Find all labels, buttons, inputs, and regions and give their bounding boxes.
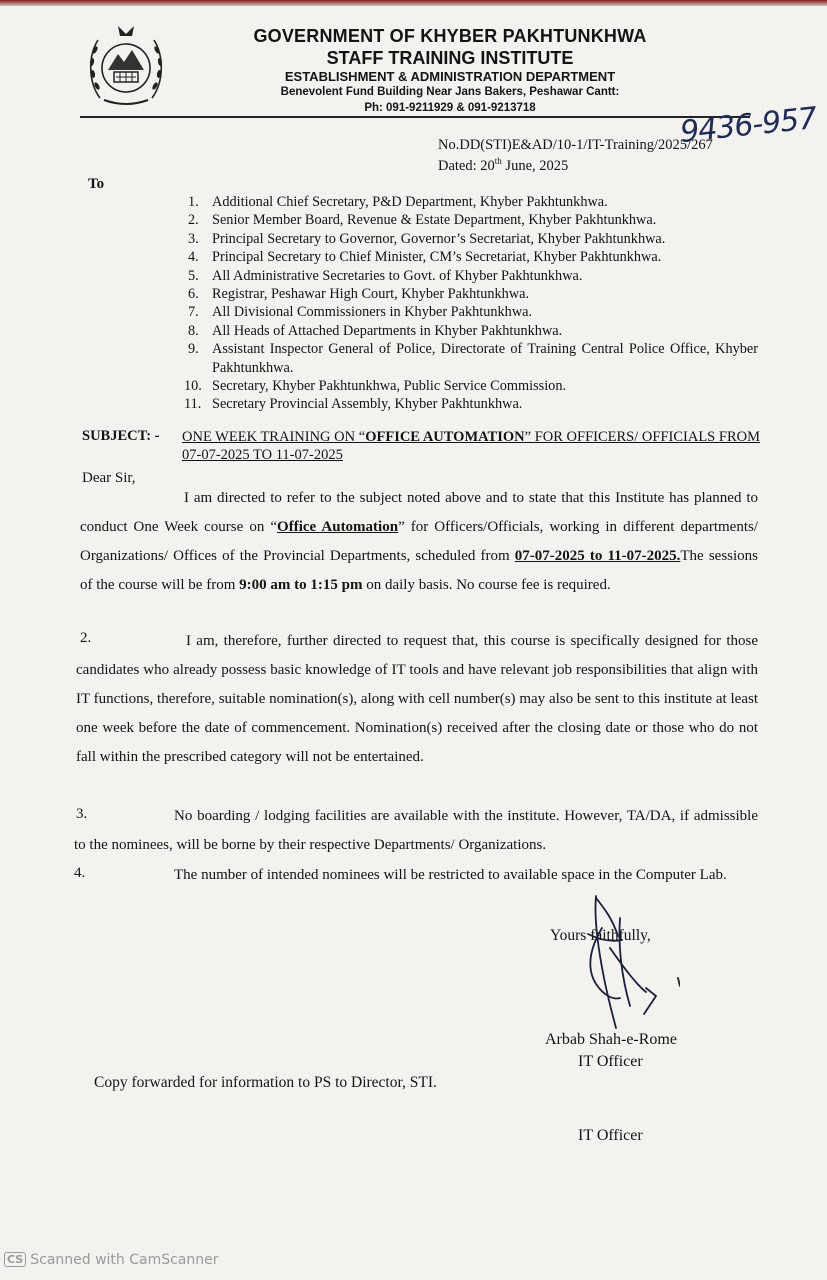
p1-g: on daily basis. No course fee is required. <box>362 577 611 593</box>
paragraph-3: No boarding / lodging facilities are available with the institute. However, TA/DA, if admissible to the nominees, will be borne by their respective Departments/ Organizations. <box>74 808 758 853</box>
p1-timing: 9:00 am to 1:15 pm <box>239 577 363 593</box>
subject-text <box>182 428 760 464</box>
addressee-text: Principal Secretary to Chief Minister, CM’s Secretariat, Khyber Pakhtunkhwa. <box>212 249 662 266</box>
signatory-name: Arbab Shah-e-Rome <box>545 1031 677 1048</box>
addressee-text: Secretary, Khyber Pakhtunkhwa, Public Service Commission. <box>212 378 567 395</box>
addressee-number: 9. <box>188 341 199 358</box>
p1-dates: 07-07-2025 to 11-07-2025. <box>514 548 681 564</box>
reference-number: No.DD(STI)E&AD/10-1/IT-Training/2025/267 <box>438 137 713 153</box>
addressee-number: 7. <box>188 304 199 321</box>
addressee-item <box>188 322 758 340</box>
paragraph-2-number: 2. <box>80 630 92 646</box>
addressee-text: Additional Chief Secretary, P&D Department, Khyber Pakhtunkhwa. <box>212 194 608 210</box>
camscanner-logo-icon: CS <box>4 1252 26 1267</box>
addressee-text: Principal Secretary to Governor, Governor’s Secretariat, Khyber Pakhtunkhwa. <box>212 230 666 247</box>
addressee-item <box>184 395 758 413</box>
date-month-year: June, 2025 <box>501 157 569 174</box>
signatory-designation: IT Officer <box>578 1053 643 1070</box>
paragraph-4: The number of intended nominees will be restricted to available space in the Computer Lab. <box>174 867 727 883</box>
copy-signoff: IT Officer <box>578 1127 643 1144</box>
p1-a: I am directed to refer to the subject noted above and to state that this Institute has planned to conduct One Week course on “ <box>80 490 758 535</box>
copy-forwarded-note: Copy forwarded for information to PS to Director, STI. <box>94 1074 437 1091</box>
handwritten-diary-number: 9436-957 <box>678 100 818 151</box>
addressee-item <box>188 285 758 303</box>
subject-part-2: ” FOR OFFICERS/ OFFICIALS FROM 07-07-2025 TO 11-07-2025 <box>182 429 760 463</box>
addressee-text: Assistant Inspector General of Police, Directorate of Training Central Police Office, Khyber Pakhtunkhwa. <box>212 341 758 376</box>
date-prefix: Dated: 20 <box>438 157 495 174</box>
reference-date <box>438 156 568 175</box>
addressee-number: 3. <box>188 230 199 247</box>
addressee-number: 4. <box>188 249 199 266</box>
addressee-item <box>188 248 758 266</box>
header-address: Benevolent Fund Building Near Jans Bakers, Peshawar Cantt: <box>280 86 620 98</box>
addressee-item <box>188 340 758 377</box>
addressee-item <box>188 267 758 285</box>
to-label: To <box>88 176 105 192</box>
addressee-text: Registrar, Peshawar High Court, Khyber Pakhtunkhwa. <box>212 286 530 303</box>
header-institute: STAFF TRAINING INSTITUTE <box>326 48 574 68</box>
header-department: ESTABLISHMENT & ADMINISTRATION DEPARTMENT <box>284 69 616 84</box>
salutation: Dear Sir, <box>82 470 136 486</box>
handwritten-signature-icon <box>560 888 680 1038</box>
date-suffix-sup: th <box>494 156 502 166</box>
addressee-number: 6. <box>188 286 199 303</box>
addressee-number: 11. <box>184 396 202 413</box>
addressee-number: 5. <box>188 267 199 284</box>
camscanner-watermark <box>4 1252 219 1268</box>
p1-course-name: Office Automation <box>277 519 399 535</box>
subject-part-1: ONE WEEK TRAINING ON “ <box>182 429 366 445</box>
addressee-item <box>188 211 758 229</box>
subject-label: SUBJECT: - <box>82 428 160 444</box>
paragraph-3-number: 3. <box>76 806 88 822</box>
header-government: GOVERNMENT OF KHYBER PAKHTUNKHWA <box>253 26 647 46</box>
p1-e: The sessions of the course will be from <box>80 548 758 593</box>
addressee-text: All Heads of Attached Departments in Khyber Pakhtunkhwa. <box>212 322 563 339</box>
addressee-item <box>184 377 758 395</box>
addressee-item <box>188 193 758 211</box>
addressee-list <box>184 193 758 414</box>
addressee-number: 10. <box>184 378 202 395</box>
addressee-number: 8. <box>188 322 199 339</box>
addressee-text: All Administrative Secretaries to Govt. of Khyber Pakhtunkhwa. <box>212 267 583 284</box>
watermark-text: Scanned with CamScanner <box>30 1252 219 1268</box>
subject-bold: OFFICE AUTOMATION <box>365 429 525 445</box>
header-phone: Ph: 091-9211929 & 091-9213718 <box>364 102 536 114</box>
header-divider <box>80 116 750 118</box>
addressee-item <box>188 303 758 321</box>
addressee-item <box>188 230 758 248</box>
p1-c: ” for Officers/Officials, working in different departments/ Organizations/ Offices of the Provincial Departments, scheduled from <box>80 519 758 564</box>
addressee-number: 1. <box>188 194 199 210</box>
addressee-number: 2. <box>188 212 199 229</box>
government-emblem-icon <box>86 20 166 108</box>
addressee-text: Senior Member Board, Revenue & Estate Department, Khyber Pakhtunkhwa. <box>212 212 657 229</box>
addressee-text: Secretary Provincial Assembly, Khyber Pakhtunkhwa. <box>212 396 523 413</box>
closing-yours: Yours faithfully, <box>550 927 651 944</box>
addressee-text: All Divisional Commissioners in Khyber Pakhtunkhwa. <box>212 304 533 321</box>
paragraph-2: I am, therefore, further directed to request that, this course is specifically designed for those candidates who already possess basic knowledge of IT tools and have relevant job responsibilities that align with IT functions, therefore, suitable nomination(s), along with cell number(s) may also be sent to this institute at least one week before the date of commencement. Nomination(s) received after the closing date or those who do not fall within the prescribed category will not be entertained. <box>76 633 758 765</box>
paragraph-1 <box>80 484 758 600</box>
paragraph-4-number: 4. <box>74 865 86 881</box>
